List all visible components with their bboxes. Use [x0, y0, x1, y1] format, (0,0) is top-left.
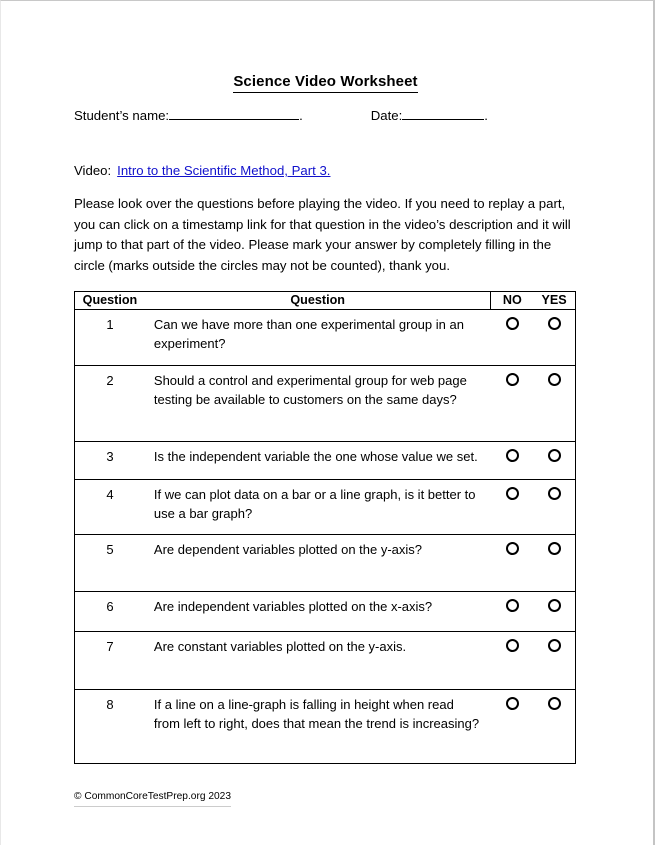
copyright-notice: © CommonCoreTestPrep.org 2023 — [74, 790, 231, 807]
answer-yes-cell — [533, 442, 575, 480]
question-number-cell — [75, 690, 145, 764]
answer-yes-bubble-icon[interactable] — [548, 639, 561, 652]
date-suffix: . — [484, 108, 488, 123]
footer — [74, 790, 577, 807]
question-text: Are independent variables plotted on the x-axis? — [153, 599, 433, 614]
answer-no-cell — [491, 442, 533, 480]
table-row — [75, 442, 576, 480]
date-input[interactable] — [402, 119, 484, 120]
answer-no-cell — [491, 310, 533, 366]
table-row — [75, 690, 576, 764]
student-name-input[interactable] — [169, 119, 299, 120]
answer-yes-wrapper — [533, 480, 575, 505]
answer-no-bubble-icon[interactable] — [506, 639, 519, 652]
question-text-cell — [145, 632, 491, 690]
answer-no-wrapper — [491, 690, 533, 715]
table-row — [75, 480, 576, 535]
answer-no-cell — [491, 480, 533, 535]
question-text-cell — [145, 690, 491, 764]
answer-no-wrapper — [491, 592, 533, 617]
answer-no-cell — [491, 366, 533, 442]
instructions-paragraph: Please look over the questions before playing the video. If you need to replay a part, you can click on a timestamp link for that question in the video’s description and it will jump to that part of the video. Please mark your answer by completely filling in the circle (marks outside the circles may not be counted), thank you. — [74, 196, 571, 273]
question-text: If a line on a line-graph is falling in height when read from left to right, does that mean the trend is increasing? — [153, 697, 480, 731]
answer-no-wrapper — [491, 535, 533, 560]
question-number-cell — [75, 442, 145, 480]
question-text-cell — [145, 535, 491, 592]
answer-no-wrapper — [491, 632, 533, 657]
answer-yes-cell — [533, 690, 575, 764]
answer-yes-bubble-icon[interactable] — [548, 317, 561, 330]
answer-no-wrapper — [491, 442, 533, 467]
question-number: 3 — [106, 449, 114, 464]
answer-no-wrapper — [491, 366, 533, 391]
answer-yes-wrapper — [533, 442, 575, 467]
answer-yes-cell — [533, 310, 575, 366]
question-text: Is the independent variable the one whose value we set. — [153, 449, 478, 464]
answer-yes-wrapper — [533, 690, 575, 715]
table-row — [75, 366, 576, 442]
question-number-cell — [75, 366, 145, 442]
answer-no-bubble-icon[interactable] — [506, 373, 519, 386]
answer-yes-bubble-icon[interactable] — [548, 542, 561, 555]
answer-yes-cell — [533, 366, 575, 442]
answer-no-bubble-icon[interactable] — [506, 599, 519, 612]
answer-no-bubble-icon[interactable] — [506, 542, 519, 555]
page-title-container — [74, 73, 577, 93]
answer-no-wrapper — [491, 310, 533, 335]
question-text-cell — [145, 366, 491, 442]
answer-no-cell — [491, 690, 533, 764]
table-row — [75, 592, 576, 632]
question-number: 1 — [106, 317, 114, 332]
question-text: Should a control and experimental group for web page testing be available to customers on the same days? — [153, 373, 467, 407]
question-text: If we can plot data on a bar or a line graph, is it better to use a bar graph? — [153, 487, 476, 521]
answer-yes-bubble-icon[interactable] — [548, 373, 561, 386]
video-link[interactable]: Intro to the Scientific Method, Part 3. — [117, 163, 331, 178]
answer-no-wrapper — [491, 480, 533, 505]
question-text-cell — [145, 310, 491, 366]
answer-yes-wrapper — [533, 592, 575, 617]
questions-table-head — [75, 292, 576, 310]
student-name-suffix: . — [299, 108, 303, 123]
answer-no-bubble-icon[interactable] — [506, 449, 519, 462]
answer-yes-bubble-icon[interactable] — [548, 599, 561, 612]
question-number: 4 — [106, 487, 114, 502]
question-text: Are constant variables plotted on the y-axis. — [153, 639, 407, 654]
question-text: Are dependent variables plotted on the y-axis? — [153, 542, 423, 557]
question-text-cell — [145, 480, 491, 535]
question-text-cell — [145, 592, 491, 632]
question-number-cell — [75, 592, 145, 632]
header-no: NO — [491, 292, 533, 310]
table-row — [75, 632, 576, 690]
answer-yes-cell — [533, 632, 575, 690]
answer-no-bubble-icon[interactable] — [506, 317, 519, 330]
question-number: 6 — [106, 599, 114, 614]
header-yes: YES — [533, 292, 575, 310]
answer-yes-bubble-icon[interactable] — [548, 487, 561, 500]
question-number: 8 — [106, 697, 114, 712]
student-name-label: Student’s name: — [74, 108, 170, 123]
answer-no-cell — [491, 632, 533, 690]
answer-yes-wrapper — [533, 310, 575, 335]
answer-yes-cell — [533, 535, 575, 592]
video-row — [74, 162, 577, 180]
question-number-cell — [75, 310, 145, 366]
table-row — [75, 310, 576, 366]
question-number: 2 — [106, 373, 114, 388]
header-question-text: Question — [145, 292, 491, 310]
answer-yes-bubble-icon[interactable] — [548, 449, 561, 462]
question-text-cell — [145, 442, 491, 480]
table-header-row — [75, 292, 576, 310]
answer-yes-cell — [533, 480, 575, 535]
question-number-cell — [75, 632, 145, 690]
date-label: Date: — [370, 108, 403, 123]
question-text: Can we have more than one experimental group in an experiment? — [153, 317, 464, 351]
answer-no-cell — [491, 592, 533, 632]
student-info-row — [74, 107, 577, 125]
question-number: 5 — [106, 542, 114, 557]
answer-no-bubble-icon[interactable] — [506, 487, 519, 500]
answer-no-cell — [491, 535, 533, 592]
answer-yes-wrapper — [533, 632, 575, 657]
answer-yes-wrapper — [533, 535, 575, 560]
answer-yes-cell — [533, 592, 575, 632]
questions-table — [74, 291, 576, 764]
answer-no-bubble-icon[interactable] — [506, 697, 519, 710]
answer-yes-wrapper — [533, 366, 575, 391]
video-label: Video: — [74, 163, 112, 178]
questions-table-body — [75, 310, 576, 764]
question-number-cell — [75, 535, 145, 592]
header-question-number: Question — [75, 292, 145, 310]
page-title: Science Video Worksheet — [233, 73, 417, 93]
table-row — [75, 535, 576, 592]
page-content — [74, 1, 577, 807]
question-number: 7 — [106, 639, 114, 654]
answer-yes-bubble-icon[interactable] — [548, 697, 561, 710]
question-number-cell — [75, 480, 145, 535]
